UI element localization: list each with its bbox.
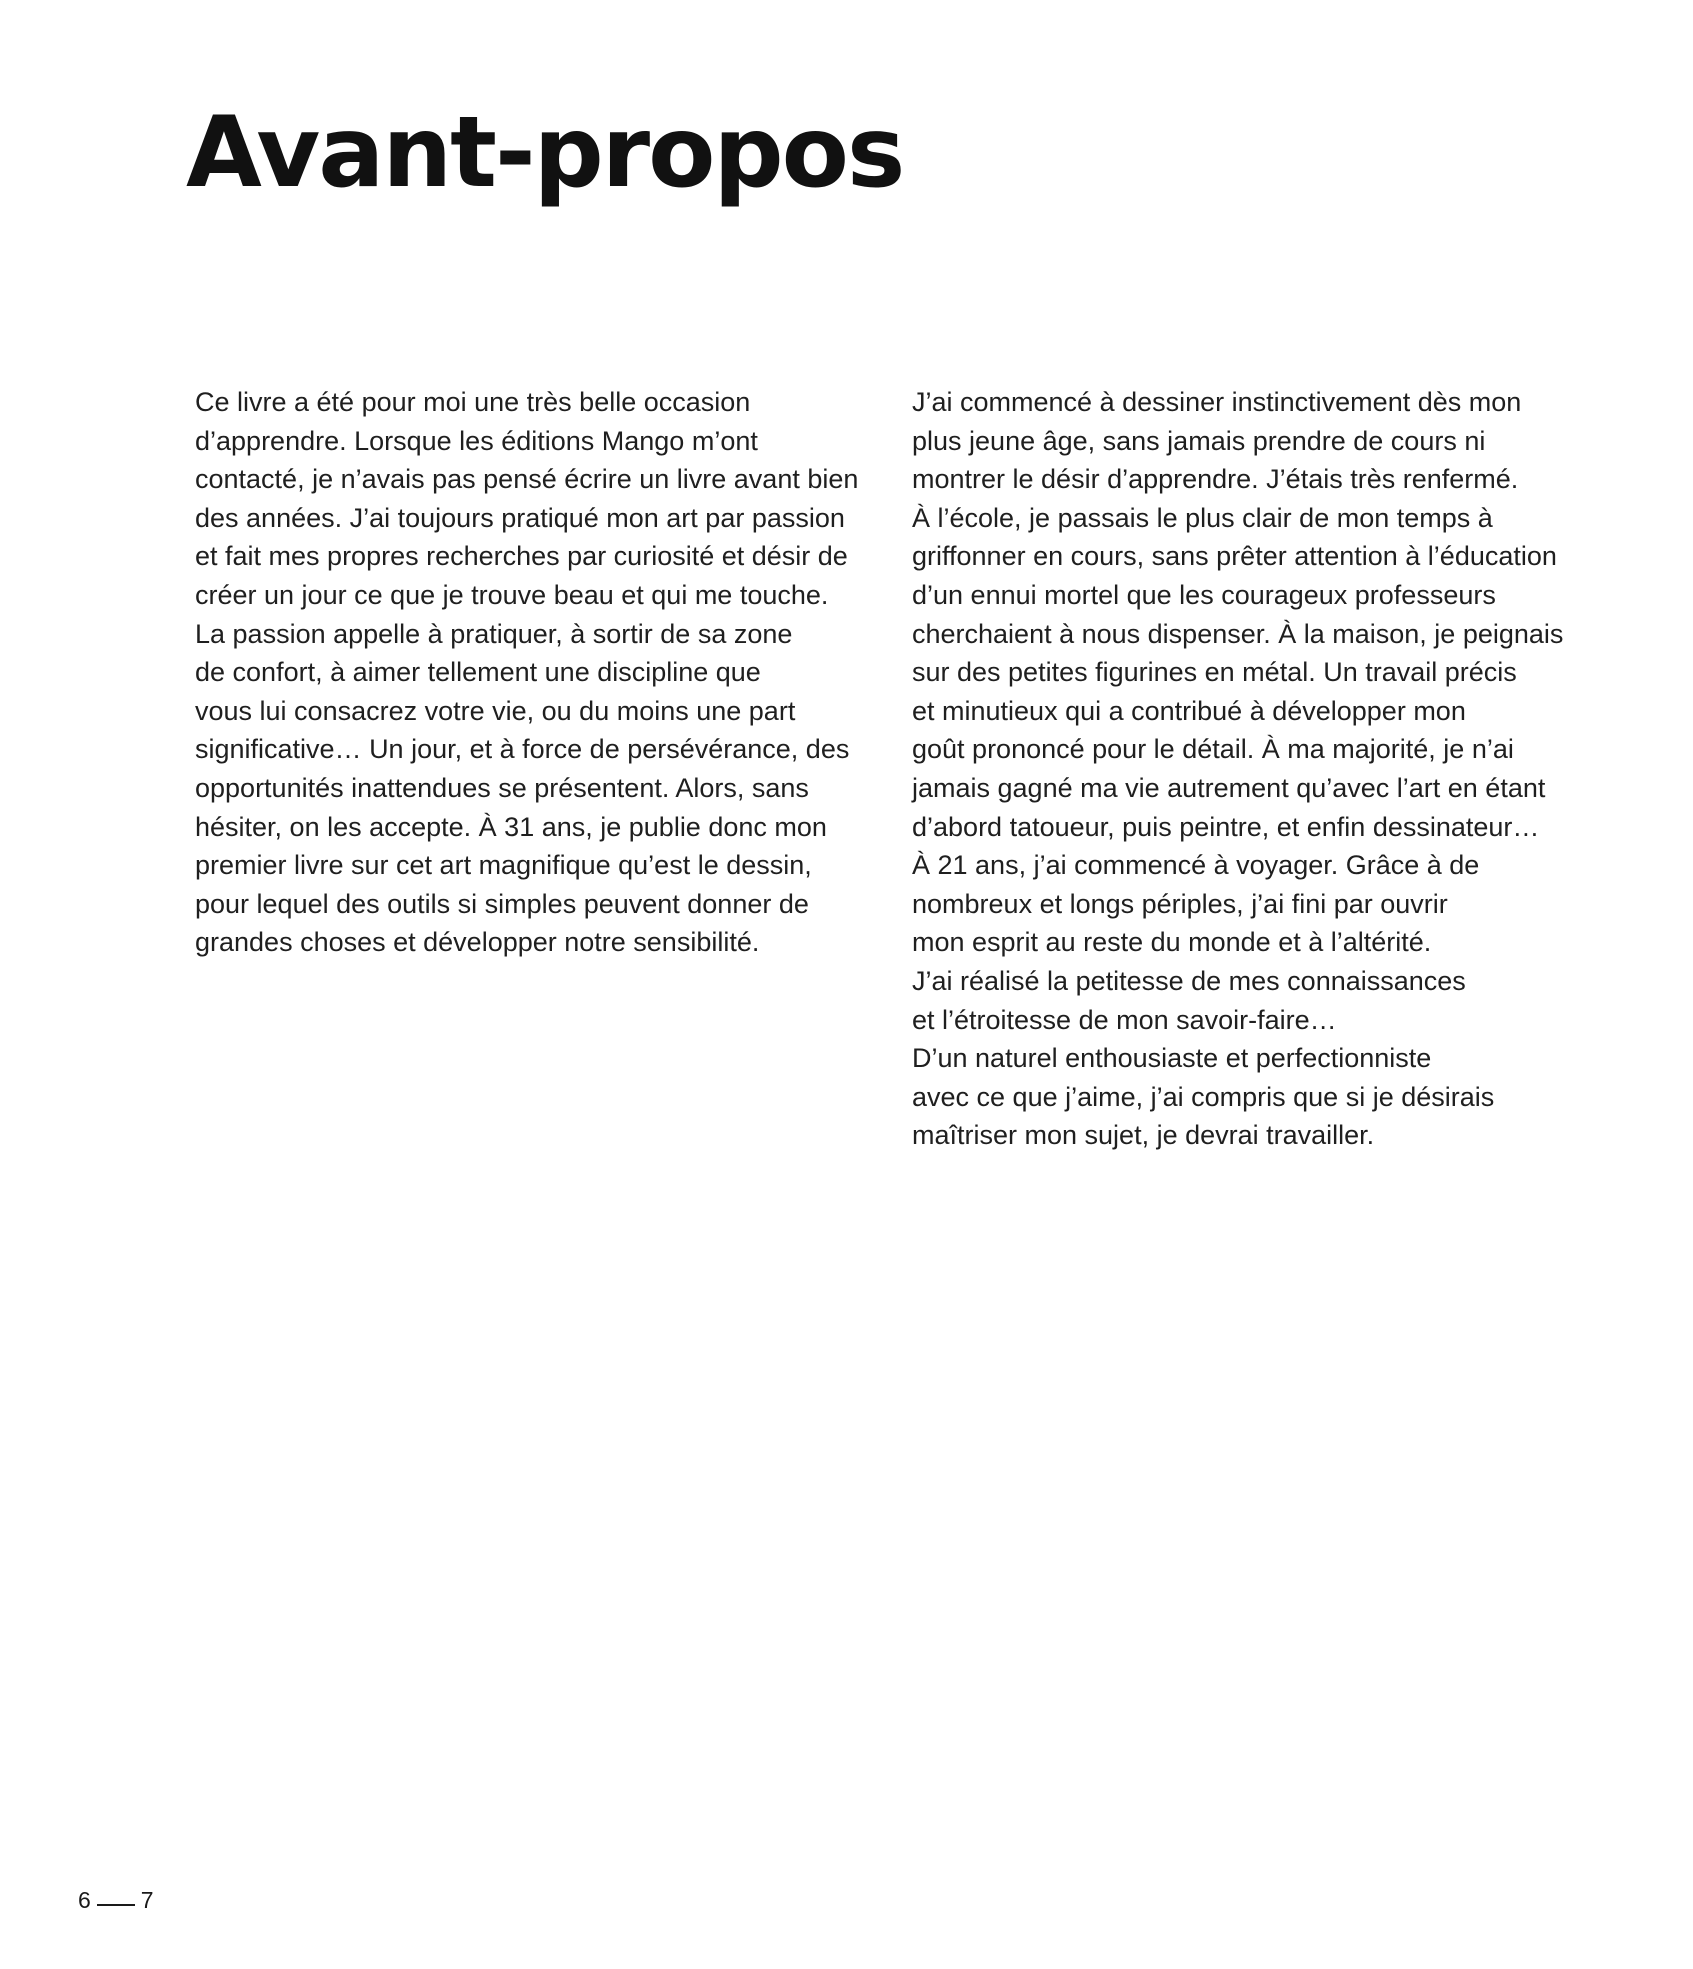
text-line: des années. J’ai toujours pratiqué mon art par passion xyxy=(195,502,845,533)
text-line: goût prononcé pour le détail. À ma majorité, je n’ai xyxy=(912,734,1514,765)
text-line: mon esprit au reste du monde et à l’altérité. xyxy=(912,927,1432,958)
text-line: La passion appelle à pratiquer, à sortir de sa zone xyxy=(195,618,793,649)
text-line: sur des petites figurines en métal. Un travail précis xyxy=(912,657,1517,688)
text-line: J’ai réalisé la petitesse de mes connaissances xyxy=(912,965,1466,996)
text-line: premier livre sur cet art magnifique qu’est le dessin, xyxy=(195,850,812,881)
text-line: de confort, à aimer tellement une discipline que xyxy=(195,657,761,688)
text-line: montrer le désir d’apprendre. J’étais très renfermé. xyxy=(912,464,1519,495)
text-line: d’un ennui mortel que les courageux professeurs xyxy=(912,579,1496,610)
text-line: et minutieux qui a contribué à développer mon xyxy=(912,695,1466,726)
text-line: contacté, je n’avais pas pensé écrire un livre avant bien xyxy=(195,464,859,495)
text-line: À l’école, je passais le plus clair de mon temps à xyxy=(912,502,1493,533)
folio-rule xyxy=(97,1904,135,1906)
text-line: d’apprendre. Lorsque les éditions Mango m’ont xyxy=(195,425,758,456)
text-line: nombreux et longs périples, j’ai fini par ouvrir xyxy=(912,888,1448,919)
text-line: significative… Un jour, et à force de persévérance, des xyxy=(195,734,850,765)
text-column-right xyxy=(912,383,1632,1155)
text-line: et l’étroitesse de mon savoir-faire… xyxy=(912,1004,1337,1035)
text-line: plus jeune âge, sans jamais prendre de cours ni xyxy=(912,425,1486,456)
page-number-left: 6 xyxy=(78,1887,91,1913)
text-line: J’ai commencé à dessiner instinctivement dès mon xyxy=(912,387,1522,417)
text-line: jamais gagné ma vie autrement qu’avec l’art en étant xyxy=(912,772,1546,803)
page-number-right: 7 xyxy=(140,1887,154,1913)
text-column-left xyxy=(195,383,895,962)
text-line: griffonner en cours, sans prêter attention à l’éducation xyxy=(912,541,1557,572)
text-line: grandes choses et développer notre sensibilité. xyxy=(195,927,760,958)
text-line: À 21 ans, j’ai commencé à voyager. Grâce à de xyxy=(912,850,1480,881)
text-line: vous lui consacrez votre vie, ou du moins une part xyxy=(195,695,796,726)
text-line: Ce livre a été pour moi une très belle occasion xyxy=(195,387,751,417)
text-line: hésiter, on les accepte. À 31 ans, je publie donc mon xyxy=(195,811,827,842)
text-line: maîtriser mon sujet, je devrai travailler. xyxy=(912,1120,1375,1151)
text-line: opportunités inattendues se présentent. Alors, sans xyxy=(195,772,809,803)
text-line: pour lequel des outils si simples peuvent donner de xyxy=(195,888,809,919)
text-line: D’un naturel enthousiaste et perfectionniste xyxy=(912,1043,1432,1074)
text-line: d’abord tatoueur, puis peintre, et enfin dessinateur… xyxy=(912,811,1540,842)
page-folio xyxy=(78,1887,154,1914)
page-title: Avant-propos xyxy=(186,96,904,210)
text-line: créer un jour ce que je trouve beau et qui me touche. xyxy=(195,579,829,610)
text-line: cherchaient à nous dispenser. À la maison, je peignais xyxy=(912,618,1564,649)
text-line: avec ce que j’aime, j’ai compris que si je désirais xyxy=(912,1081,1495,1112)
text-line: et fait mes propres recherches par curiosité et désir de xyxy=(195,541,848,572)
